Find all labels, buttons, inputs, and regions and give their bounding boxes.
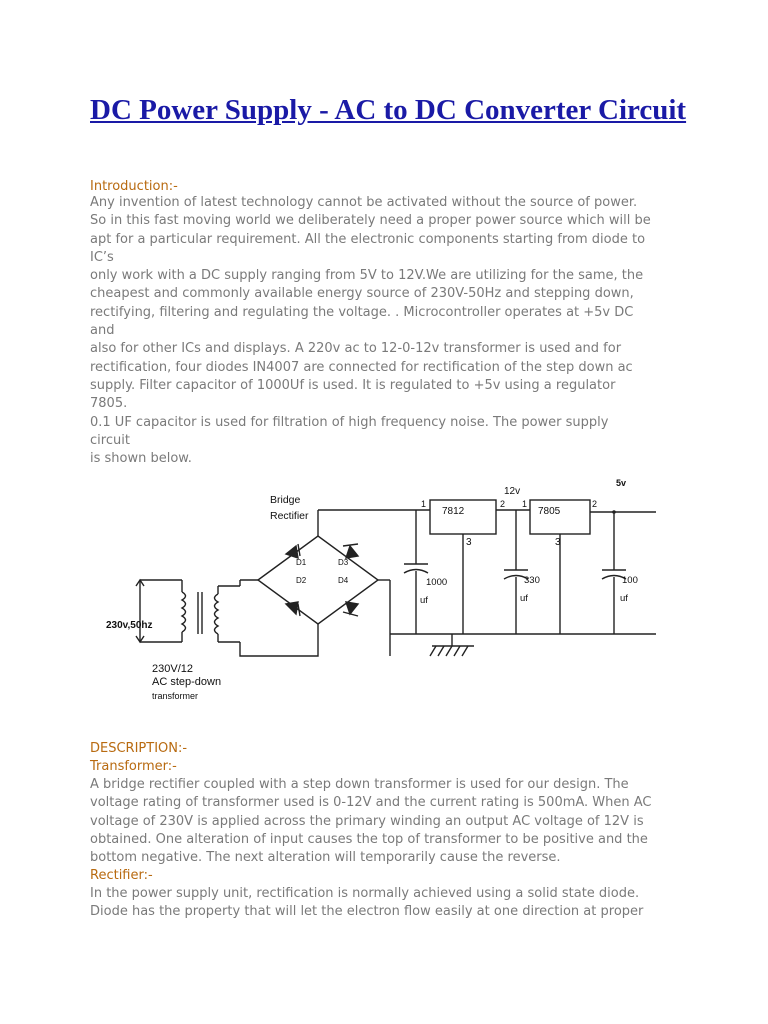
- text-line: IC’s: [90, 249, 114, 265]
- text-line: obtained. One alteration of input causes the top of transformer to be positive and the: [90, 831, 648, 847]
- text-line: 7805.: [90, 396, 128, 412]
- pin-label: 1: [421, 499, 427, 509]
- capacitor-330uf-value: 330: [524, 575, 540, 586]
- transformer-label-1: 230V/12: [152, 663, 193, 675]
- input-voltage-label: 230v,50hz: [106, 620, 153, 631]
- introduction-heading: Introduction:-: [90, 179, 178, 194]
- diode-d2: [286, 602, 298, 614]
- description-heading: DESCRIPTION:-: [90, 741, 188, 756]
- text-line: also for other ICs and displays. A 220v ac to 12-0-12v transformer is used and for: [90, 341, 622, 357]
- diode-d4-label: D4: [338, 576, 349, 585]
- capacitor-100uf-unit: uf: [620, 593, 628, 604]
- pin-label: 2: [592, 499, 598, 509]
- text-line: supply. Filter capacitor of 1000Uf is used. It is regulated to +5v using a regulator: [90, 377, 616, 393]
- text-line: voltage of 230V is applied across the primary winding an output AC voltage of 12V is: [90, 813, 644, 829]
- text-line: apt for a particular requirement. All the electronic components starting from diode to: [90, 231, 646, 247]
- rectifier-heading: Rectifier:-: [90, 868, 153, 883]
- regulator-7812-label: 7812: [442, 506, 465, 517]
- text-line: is shown below.: [90, 451, 192, 467]
- pin-label: 1: [522, 499, 528, 509]
- diode-d3-label: D3: [338, 558, 349, 567]
- text-line: cheapest and commonly available energy source of 230V-50Hz and stepping down,: [90, 286, 634, 302]
- text-line: circuit: [90, 432, 130, 448]
- text-line: only work with a DC supply ranging from 5V to 12V.We are utilizing for the same, the: [90, 268, 644, 284]
- text-line: In the power supply unit, rectification is normally achieved using a solid state diode.: [90, 886, 640, 901]
- capacitor-1000uf-unit: uf: [420, 595, 428, 606]
- pin-label: 3: [555, 537, 561, 548]
- pin-label: 2: [500, 499, 506, 509]
- capacitor-330uf-unit: uf: [520, 593, 528, 604]
- transformer-label-2: AC step-down: [152, 676, 222, 688]
- capacitor-100uf-value: 100: [622, 575, 638, 586]
- text-line: Diode has the property that will let the electron flow easily at one direction at proper: [90, 904, 644, 920]
- text-line: Any invention of latest technology cannot be activated without the source of power.: [90, 195, 638, 210]
- bridge-label-1: Bridge: [270, 494, 301, 506]
- voltage-5v-label: 5v: [616, 478, 627, 488]
- diode-d1-label: D1: [296, 558, 307, 567]
- page-title[interactable]: DC Power Supply - AC to DC Converter Circuit: [90, 94, 687, 126]
- power-supply-circuit-diagram: [100, 474, 660, 706]
- diode-d4: [346, 602, 358, 614]
- diode-d2-label: D2: [296, 576, 307, 585]
- text-line: bottom negative. The next alteration will temporarily cause the reverse.: [90, 850, 561, 866]
- primary-winding: [182, 592, 186, 632]
- text-line: and: [90, 323, 115, 339]
- text-line: voltage rating of transformer used is 0-12V and the current rating is 500mA. When AC: [90, 795, 652, 811]
- secondary-winding: [215, 594, 219, 634]
- voltage-12v-label: 12v: [504, 486, 521, 497]
- transformer-heading: Transformer:-: [90, 759, 177, 774]
- text-line: So in this fast moving world we deliberately need a proper power source which will be: [90, 213, 651, 229]
- bridge-rectifier: [258, 536, 378, 624]
- capacitor-1000uf-value: 1000: [426, 577, 448, 588]
- diode-d1: [286, 546, 298, 558]
- transformer-paragraph: [90, 776, 678, 867]
- pin-label: 3: [466, 537, 472, 548]
- text-line: rectifying, filtering and regulating the voltage. . Microcontroller operates at +5v DC: [90, 304, 634, 320]
- introduction-paragraph: [90, 194, 678, 468]
- rectifier-paragraph: [90, 885, 678, 922]
- text-line: rectification, four diodes IN4007 are connected for rectification of the step down ac: [90, 359, 633, 375]
- transformer-label-3: transformer: [152, 691, 199, 701]
- regulator-7805-label: 7805: [538, 506, 561, 517]
- text-line: A bridge rectifier coupled with a step down transformer is used for our design. The: [90, 777, 629, 792]
- text-line: 0.1 UF capacitor is used for filtration of high frequency noise. The power supply: [90, 414, 609, 430]
- diode-d3: [346, 546, 358, 558]
- bridge-label-2: Rectifier: [270, 510, 309, 522]
